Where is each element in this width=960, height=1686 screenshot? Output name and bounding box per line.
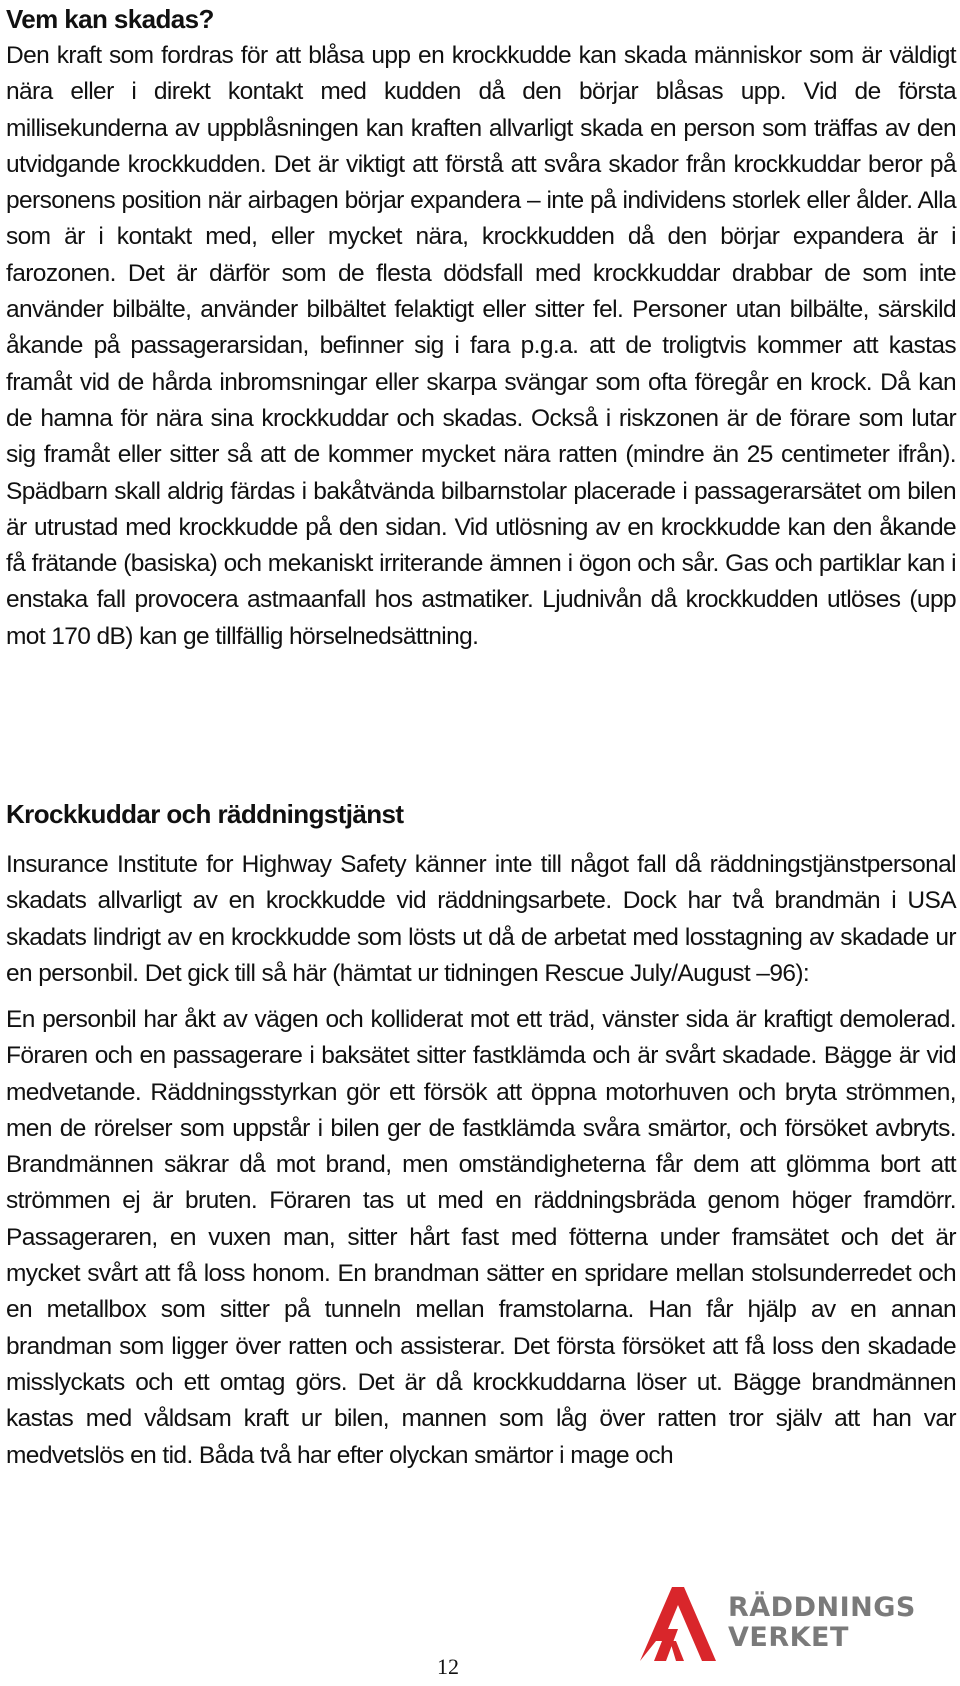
raddningsverket-logo-mark-icon <box>632 1583 722 1663</box>
logo-text-line1: RÄDDNINGS <box>728 1592 916 1623</box>
logo-text-line2: VERKET <box>728 1622 849 1653</box>
raddningsverket-logo-text <box>728 1593 916 1653</box>
paragraph-incident-account: En personbil har åkt av vägen och kolliderat mot ett träd, vänster sida är kraftigt demolerad. Föraren och en passagerare i baksätet sitter fastklämda och är svårt skadade. Bägge är vid medvetande. Räddningsstyrkan gör ett försök att öppna motorhuven och bryta strömmen, men de rörelser som uppstår i bilen ger de fastklämda svåra smärtor, och försöket avbryts. Brandmännen säkrar då mot brand, men omständigheterna får dem att glömma bort att strömmen ej är bruten. Föraren tas ut med en räddningsbräda genom höger framdörr. Passageraren, en vuxen man, sitter hårt fast med fötterna under framsätet och det är mycket svårt att få loss honom. En brandman sätter en spridare mellan stolsunderredet och en metallbox som sitter på tunneln mellan framstolarna. Han får hjälp av en annan brandman som ligger över ratten och assisterar. Det första försöket att få loss den skadade misslyckats och ett omtag görs. Det är då krockkuddarna löser ut. Bägge brandmännen kastas med våldsam kraft ur bilen, mannen som låg över ratten tror själv att han var medvetslös en tid. Båda två har efter olyckan smärtor i mage och <box>6 1006 956 1469</box>
paragraph-who-can-be-injured: Den kraft som fordras för att blåsa upp en krockkudde kan skada människor som är väldigt nära eller i direkt kontakt med kudden då den börjar blåsas upp. Vid de första millisekunderna av uppblåsningen kan kraften allvarligt skada en person som träffas av den utvidgande krockkudden. Det är viktigt att förstå att svåra skador från krockkuddar beror på personens position när airbagen börjar expandera – inte på individens storlek eller ålder. Alla som är i kontakt med, eller mycket nära, krockkudden då den börjar expandera är i farozonen. Det är därför som de flesta dödsfall med krockkuddar drabbar de som inte använder bilbälte, använder bilbältet felaktigt eller sitter fel. Personer utan bilbälte, särskild åkande på passagerarsidan, befinner sig i fara p.g.a. att de troligtvis kommer att kastas framåt vid de hårda inbromsningar eller skarpa svängar som ofta föregår en krock. Då kan de hamna för nära sina krockkuddar och skadas. Också i riskzonen är de förare som lutar sig framåt eller sitter så att de kommer mycket nära ratten (mindre än 25 centimeter ifrån). Spädbarn skall aldrig färdas i bakåtvända bilbarnstolar placerade i passagerarsätet om bilen är utrustad med krockkudde på den sidan. Vid utlösning av en krockkudde kan den åkande få frätande (basiska) och mekaniskt irriterande ämnen i ögon och sår. Gas och partiklar kan i enstaka fall provocera astmaanfall hos astmatiker. Ljudnivån då krockkudden utlöses (upp mot 170 dB) kan ge tillfällig hörselnedsättning. <box>6 42 956 650</box>
section-heading-airbags-and-rescue: Krockkuddar och räddningstjänst <box>6 799 404 829</box>
paragraph-iihs-statement: Insurance Institute for Highway Safety känner inte till något fall då räddningstjänstpersonal skadats allvarligt av en krockkudde vid räddningsarbete. Dock har två brandmän i USA skadats lindrigt av en krockkudde som lösts ut då de arbetat med losstagning av skadade ur en personbil. Det gick till så här (hämtat ur tidningen Rescue July/August –96): <box>6 851 956 987</box>
page-number: 12 <box>437 1654 459 1679</box>
raddningsverket-logo <box>632 1583 932 1663</box>
section-heading-who-can-be-injured: Vem kan skadas? <box>6 4 214 34</box>
